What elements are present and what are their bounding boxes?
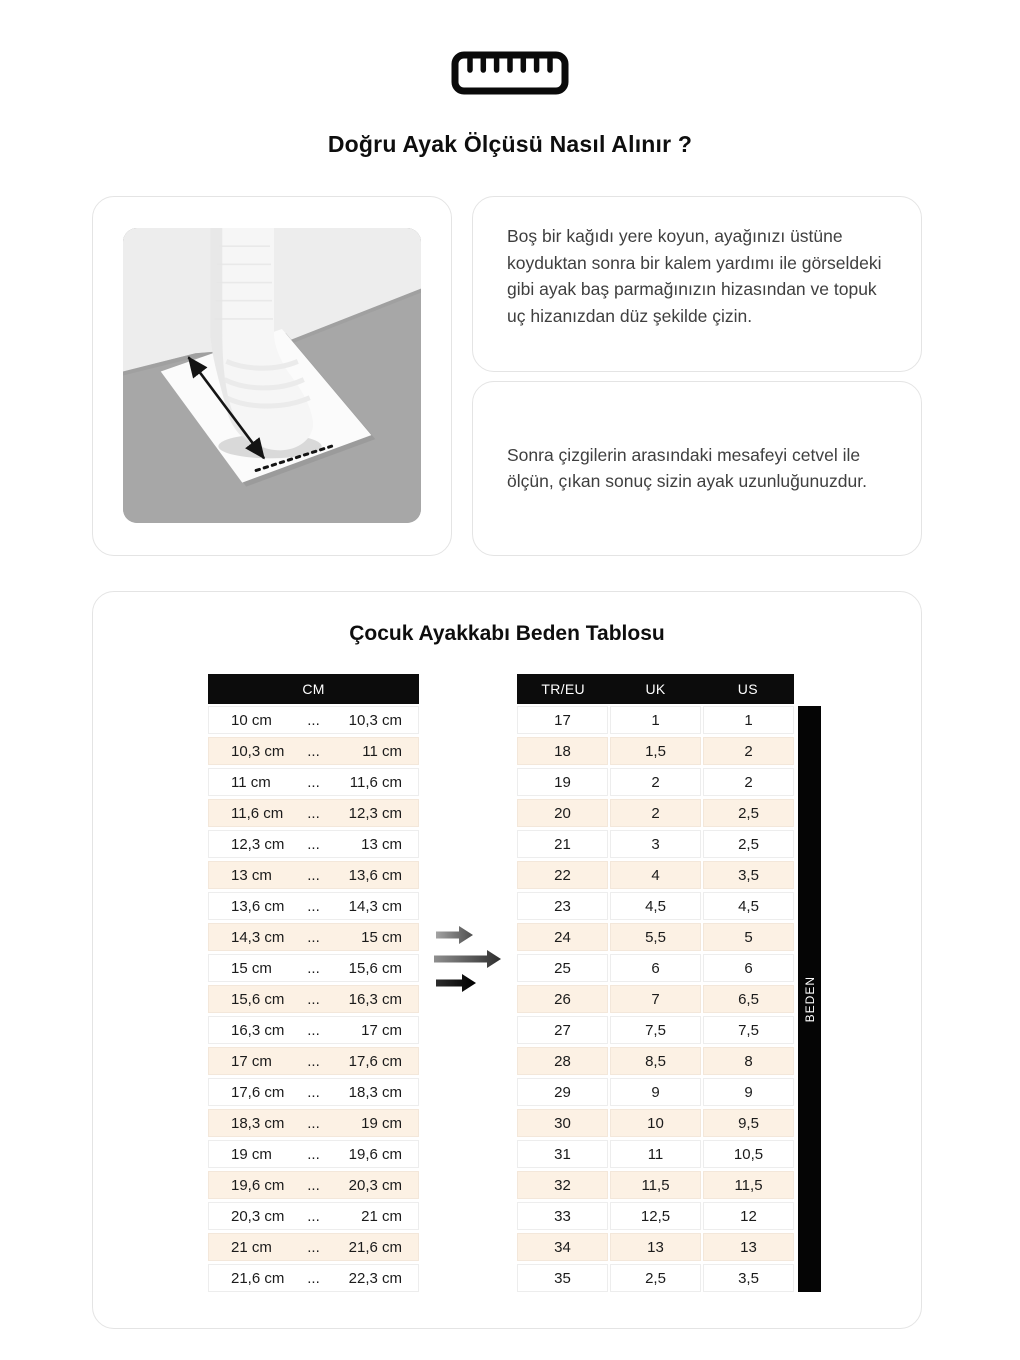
range-dots: ... (307, 897, 320, 915)
cm-table-row (208, 768, 419, 796)
size-cell-uk: 6 (610, 954, 701, 982)
cm-range-to: 13 cm (361, 835, 402, 853)
size-cell-uk: 4 (610, 861, 701, 889)
transfer-arrows-icon (431, 924, 507, 996)
cm-range-to: 17 cm (361, 1021, 402, 1039)
size-cell-tr-eu: 17 (517, 706, 608, 734)
size-table-row (517, 892, 794, 920)
size-cell-us: 9 (703, 1078, 794, 1106)
size-cell-uk: 2,5 (610, 1264, 701, 1292)
size-cell-us: 12 (703, 1202, 794, 1230)
size-cell-uk: 8,5 (610, 1047, 701, 1075)
range-dots: ... (307, 1176, 320, 1194)
size-cell-us: 9,5 (703, 1109, 794, 1137)
range-dots: ... (307, 1083, 320, 1101)
cm-table-row (208, 1171, 419, 1199)
cm-table-row (208, 1078, 419, 1106)
size-cell-us: 2 (703, 768, 794, 796)
cm-range-to: 16,3 cm (348, 990, 402, 1008)
size-cell-tr-eu: 32 (517, 1171, 608, 1199)
cm-range-from: 21,6 cm (231, 1269, 285, 1287)
cm-range-to: 21,6 cm (348, 1238, 402, 1256)
size-cell-us: 2,5 (703, 830, 794, 858)
cm-range-from: 11 cm (231, 773, 271, 791)
cm-range-to: 11,6 cm (349, 773, 402, 791)
size-header-uk: UK (645, 681, 666, 697)
size-table-header (517, 674, 794, 704)
size-cell-us: 6 (703, 954, 794, 982)
page-title: Doğru Ayak Ölçüsü Nasıl Alınır ? (327, 131, 693, 157)
cm-range-to: 22,3 cm (348, 1269, 402, 1287)
ruler-icon (450, 50, 570, 101)
size-cell-tr-eu: 20 (517, 799, 608, 827)
range-dots: ... (307, 835, 320, 853)
beden-side-label (798, 706, 821, 1292)
range-dots: ... (307, 1145, 320, 1163)
size-cell-uk: 4,5 (610, 892, 701, 920)
size-cell-us: 5 (703, 923, 794, 951)
cm-range-to: 19 cm (361, 1114, 402, 1132)
size-cell-tr-eu: 29 (517, 1078, 608, 1106)
size-cell-uk: 1,5 (610, 737, 701, 765)
instruction-card-1 (472, 196, 922, 372)
size-cell-tr-eu: 24 (517, 923, 608, 951)
size-table-row (517, 830, 794, 858)
cm-range-to: 18,3 cm (348, 1083, 402, 1101)
cm-range-from: 15 cm (231, 959, 272, 977)
size-table-row (517, 1264, 794, 1292)
foot-photo-card (92, 196, 452, 556)
cm-range-from: 10,3 cm (231, 742, 285, 760)
range-dots: ... (307, 1021, 320, 1039)
instruction-text-2: Sonra çizgilerin arasındaki mesafeyi cetvel ile ölçün, çıkan sonuç sizin ayak uzunluğunuzdur. (507, 444, 867, 492)
cm-range-from: 11,6 cm (231, 804, 284, 822)
range-dots: ... (307, 1052, 320, 1070)
size-table-body (517, 706, 794, 1292)
size-table-card (92, 591, 922, 1329)
size-conversion-table (517, 674, 794, 1295)
cm-range-to: 11 cm (362, 742, 402, 760)
range-dots: ... (307, 959, 320, 977)
size-cell-us: 3,5 (703, 861, 794, 889)
cm-header-label: CM (302, 681, 325, 697)
range-dots: ... (307, 711, 320, 729)
cm-table-row (208, 892, 419, 920)
size-cell-us: 4,5 (703, 892, 794, 920)
range-dots: ... (307, 1269, 320, 1287)
size-cell-us: 1 (703, 706, 794, 734)
cm-range-to: 10,3 cm (348, 711, 402, 729)
size-tables (93, 674, 921, 1294)
cm-range-from: 13 cm (231, 866, 272, 884)
cm-table-row (208, 1202, 419, 1230)
cm-table-row (208, 1109, 419, 1137)
size-table-row (517, 1109, 794, 1137)
cm-table-row (208, 1233, 419, 1261)
cm-table-row (208, 1264, 419, 1292)
cm-table-body (208, 706, 419, 1292)
size-table-row (517, 737, 794, 765)
size-table-row (517, 985, 794, 1013)
size-cell-uk: 11 (610, 1140, 701, 1168)
size-cell-uk: 10 (610, 1109, 701, 1137)
size-table-row (517, 923, 794, 951)
cm-range-from: 10 cm (231, 711, 272, 729)
cm-table-row (208, 799, 419, 827)
size-cell-tr-eu: 35 (517, 1264, 608, 1292)
cm-range-from: 12,3 cm (231, 835, 285, 853)
size-header-tr-eu: TR/EU (541, 681, 585, 697)
cm-range-from: 16,3 cm (231, 1021, 285, 1039)
size-cell-us: 2,5 (703, 799, 794, 827)
size-table-row (517, 1171, 794, 1199)
range-dots: ... (307, 1238, 320, 1256)
size-cell-uk: 5,5 (610, 923, 701, 951)
size-cell-us: 11,5 (703, 1171, 794, 1199)
cm-table-row (208, 1016, 419, 1044)
size-table-row (517, 954, 794, 982)
range-dots: ... (307, 804, 320, 822)
size-cell-us: 8 (703, 1047, 794, 1075)
cm-range-to: 15 cm (361, 928, 402, 946)
range-dots: ... (307, 1114, 320, 1132)
range-dots: ... (307, 866, 320, 884)
size-cell-uk: 9 (610, 1078, 701, 1106)
size-cell-uk: 3 (610, 830, 701, 858)
instruction-text-1: Boş bir kağıdı yere koyun, ayağınızı üstüne koyduktan sonra bir kalem yardımı ile görseldeki gibi ayak baş parmağınızın hizasından ve topuk uç hizanızdan düz şekilde çizin. (507, 226, 882, 326)
size-table-row (517, 1047, 794, 1075)
range-dots: ... (307, 742, 320, 760)
size-cell-us: 10,5 (703, 1140, 794, 1168)
instructions-section (92, 196, 922, 556)
beden-label-text: BEDEN (802, 975, 817, 1023)
cm-table-row (208, 923, 419, 951)
cm-table-row (208, 954, 419, 982)
cm-table-row (208, 1047, 419, 1075)
size-cell-tr-eu: 21 (517, 830, 608, 858)
cm-table-row (208, 706, 419, 734)
size-cell-uk: 7,5 (610, 1016, 701, 1044)
cm-range-to: 14,3 cm (348, 897, 402, 915)
size-table-row (517, 799, 794, 827)
size-cell-uk: 13 (610, 1233, 701, 1261)
size-cell-us: 7,5 (703, 1016, 794, 1044)
size-header-us: US (737, 681, 758, 697)
size-cell-us: 2 (703, 737, 794, 765)
instruction-cards (472, 196, 922, 556)
cm-range-to: 17,6 cm (348, 1052, 402, 1070)
size-cell-us: 13 (703, 1233, 794, 1261)
cm-range-from: 18,3 cm (231, 1114, 285, 1132)
size-cell-tr-eu: 27 (517, 1016, 608, 1044)
size-cell-uk: 11,5 (610, 1171, 701, 1199)
size-cell-uk: 7 (610, 985, 701, 1013)
size-table-title: Çocuk Ayakkabı Beden Tablosu (349, 622, 665, 645)
cm-range-to: 15,6 cm (348, 959, 402, 977)
cm-range-from: 15,6 cm (231, 990, 285, 1008)
size-cell-us: 3,5 (703, 1264, 794, 1292)
size-cell-uk: 2 (610, 768, 701, 796)
cm-range-from: 21 cm (231, 1238, 272, 1256)
cm-range-from: 19,6 cm (231, 1176, 285, 1194)
size-cell-tr-eu: 19 (517, 768, 608, 796)
range-dots: ... (307, 990, 320, 1008)
cm-table-header (208, 674, 419, 704)
size-cell-tr-eu: 22 (517, 861, 608, 889)
cm-range-to: 21 cm (361, 1207, 402, 1225)
size-cell-tr-eu: 34 (517, 1233, 608, 1261)
size-cell-tr-eu: 31 (517, 1140, 608, 1168)
range-dots: ... (307, 928, 320, 946)
range-dots: ... (307, 773, 320, 791)
cm-range-from: 14,3 cm (231, 928, 285, 946)
size-table-row (517, 706, 794, 734)
cm-range-to: 12,3 cm (348, 804, 402, 822)
size-table-row (517, 1233, 794, 1261)
range-dots: ... (307, 1207, 320, 1225)
size-cell-us: 6,5 (703, 985, 794, 1013)
size-cell-uk: 12,5 (610, 1202, 701, 1230)
cm-table-row (208, 1140, 419, 1168)
size-cell-tr-eu: 28 (517, 1047, 608, 1075)
foot-measurement-photo (123, 228, 421, 523)
cm-range-to: 13,6 cm (348, 866, 402, 884)
cm-table-row (208, 861, 419, 889)
size-cell-tr-eu: 26 (517, 985, 608, 1013)
size-cell-tr-eu: 25 (517, 954, 608, 982)
cm-range-from: 19 cm (231, 1145, 272, 1163)
size-cell-tr-eu: 18 (517, 737, 608, 765)
size-table-row (517, 1016, 794, 1044)
size-table-row (517, 1140, 794, 1168)
header (0, 0, 1020, 158)
size-table-row (517, 861, 794, 889)
size-table-row (517, 768, 794, 796)
size-table-row (517, 1078, 794, 1106)
cm-table (208, 674, 419, 1295)
cm-range-from: 17,6 cm (231, 1083, 285, 1101)
size-cell-tr-eu: 30 (517, 1109, 608, 1137)
cm-table-row (208, 830, 419, 858)
size-table-row (517, 1202, 794, 1230)
size-cell-uk: 1 (610, 706, 701, 734)
cm-range-from: 13,6 cm (231, 897, 285, 915)
cm-range-from: 20,3 cm (231, 1207, 285, 1225)
size-cell-tr-eu: 23 (517, 892, 608, 920)
size-cell-tr-eu: 33 (517, 1202, 608, 1230)
instruction-card-2 (472, 381, 922, 557)
cm-range-to: 20,3 cm (348, 1176, 402, 1194)
cm-table-row (208, 737, 419, 765)
size-cell-uk: 2 (610, 799, 701, 827)
cm-range-to: 19,6 cm (348, 1145, 402, 1163)
cm-range-from: 17 cm (231, 1052, 272, 1070)
cm-table-row (208, 985, 419, 1013)
